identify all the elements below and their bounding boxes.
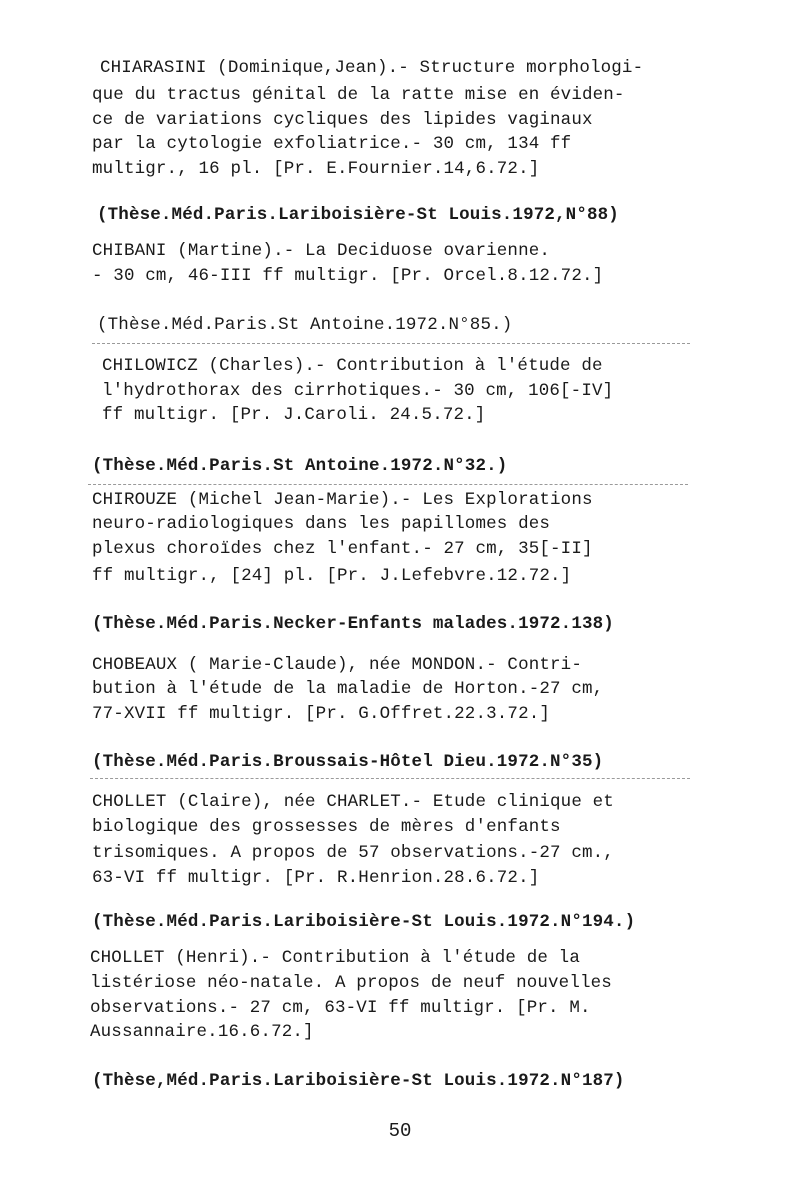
entry-text-line: bution à l'étude de la maladie de Horton.-27 cm, <box>92 679 604 699</box>
thesis-reference: (Thèse.Méd.Paris.St Antoine.1972.N°85.) <box>97 315 513 335</box>
entry-text-line: CHOBEAUX ( Marie-Claude), née MONDON.- Contri- <box>92 655 582 675</box>
entry-text-line: l'hydrothorax des cirrhotiques.- 30 cm, 106[-IV] <box>102 381 614 401</box>
entry-text-line: CHIBANI (Martine).- La Deciduose ovarienne. <box>92 241 551 261</box>
entry-text-line: ce de variations cycliques des lipides vaginaux <box>92 110 593 130</box>
thesis-reference: (Thèse.Méd.Paris.Necker-Enfants malades.1972.138) <box>92 614 614 634</box>
entry-text-line: plexus choroïdes chez l'enfant.- 27 cm, 35[-II] <box>92 539 593 559</box>
entry-text-line: neuro-radiologiques dans les papillomes des <box>92 514 551 534</box>
entry-text-line: que du tractus génital de la ratte mise en éviden- <box>92 85 625 105</box>
entry-text-line: CHIROUZE (Michel Jean-Marie).- Les Explorations <box>92 490 593 510</box>
divider-line <box>92 343 690 344</box>
entry-text-line: CHOLLET (Henri).- Contribution à l'étude de la <box>90 948 580 968</box>
entry-text-line: Aussannaire.16.6.72.] <box>90 1022 314 1042</box>
entry-text-line: 77-XVII ff multigr. [Pr. G.Offret.22.3.72.] <box>92 704 551 724</box>
entry-text-line: biologique des grossesses de mères d'enfants <box>92 817 561 837</box>
entry-text-line: 63-VI ff multigr. [Pr. R.Henrion.28.6.72.] <box>92 868 540 888</box>
divider-line <box>88 484 688 485</box>
thesis-reference: (Thèse.Méd.Paris.Lariboisière-St Louis.1972,N°88) <box>97 205 619 225</box>
entry-text-line: CHIARASINI (Dominique,Jean).- Structure morphologi- <box>100 58 644 78</box>
entry-text-line: listériose néo-natale. A propos de neuf nouvelles <box>90 973 612 993</box>
thesis-reference: (Thèse,Méd.Paris.Lariboisière-St Louis.1972.N°187) <box>92 1071 625 1091</box>
thesis-reference: (Thèse.Méd.Paris.Lariboisière-St Louis.1972.N°194.) <box>92 912 636 932</box>
divider-line <box>90 778 690 779</box>
entry-text-line: trisomiques. A propos de 57 observations.-27 cm., <box>92 843 614 863</box>
entry-text-line: CHILOWICZ (Charles).- Contribution à l'étude de <box>102 356 603 376</box>
page-number: 50 <box>388 1120 412 1142</box>
entry-text-line: - 30 cm, 46-III ff multigr. [Pr. Orcel.8.12.72.] <box>92 266 604 286</box>
entry-text-line: ff multigr. [Pr. J.Caroli. 24.5.72.] <box>102 405 486 425</box>
entry-text-line: multigr., 16 pl. [Pr. E.Fournier.14,6.72.] <box>92 159 540 179</box>
entry-text-line: par la cytologie exfoliatrice.- 30 cm, 134 ff <box>92 134 572 154</box>
thesis-reference: (Thèse.Méd.Paris.St Antoine.1972.N°32.) <box>92 456 508 476</box>
entry-text-line: CHOLLET (Claire), née CHARLET.- Etude clinique et <box>92 792 614 812</box>
thesis-reference: (Thèse.Méd.Paris.Broussais-Hôtel Dieu.1972.N°35) <box>92 752 604 772</box>
entry-text-line: ff multigr., [24] pl. [Pr. J.Lefebvre.12.72.] <box>92 566 572 586</box>
entry-text-line: observations.- 27 cm, 63-VI ff multigr. [Pr. M. <box>90 998 591 1018</box>
